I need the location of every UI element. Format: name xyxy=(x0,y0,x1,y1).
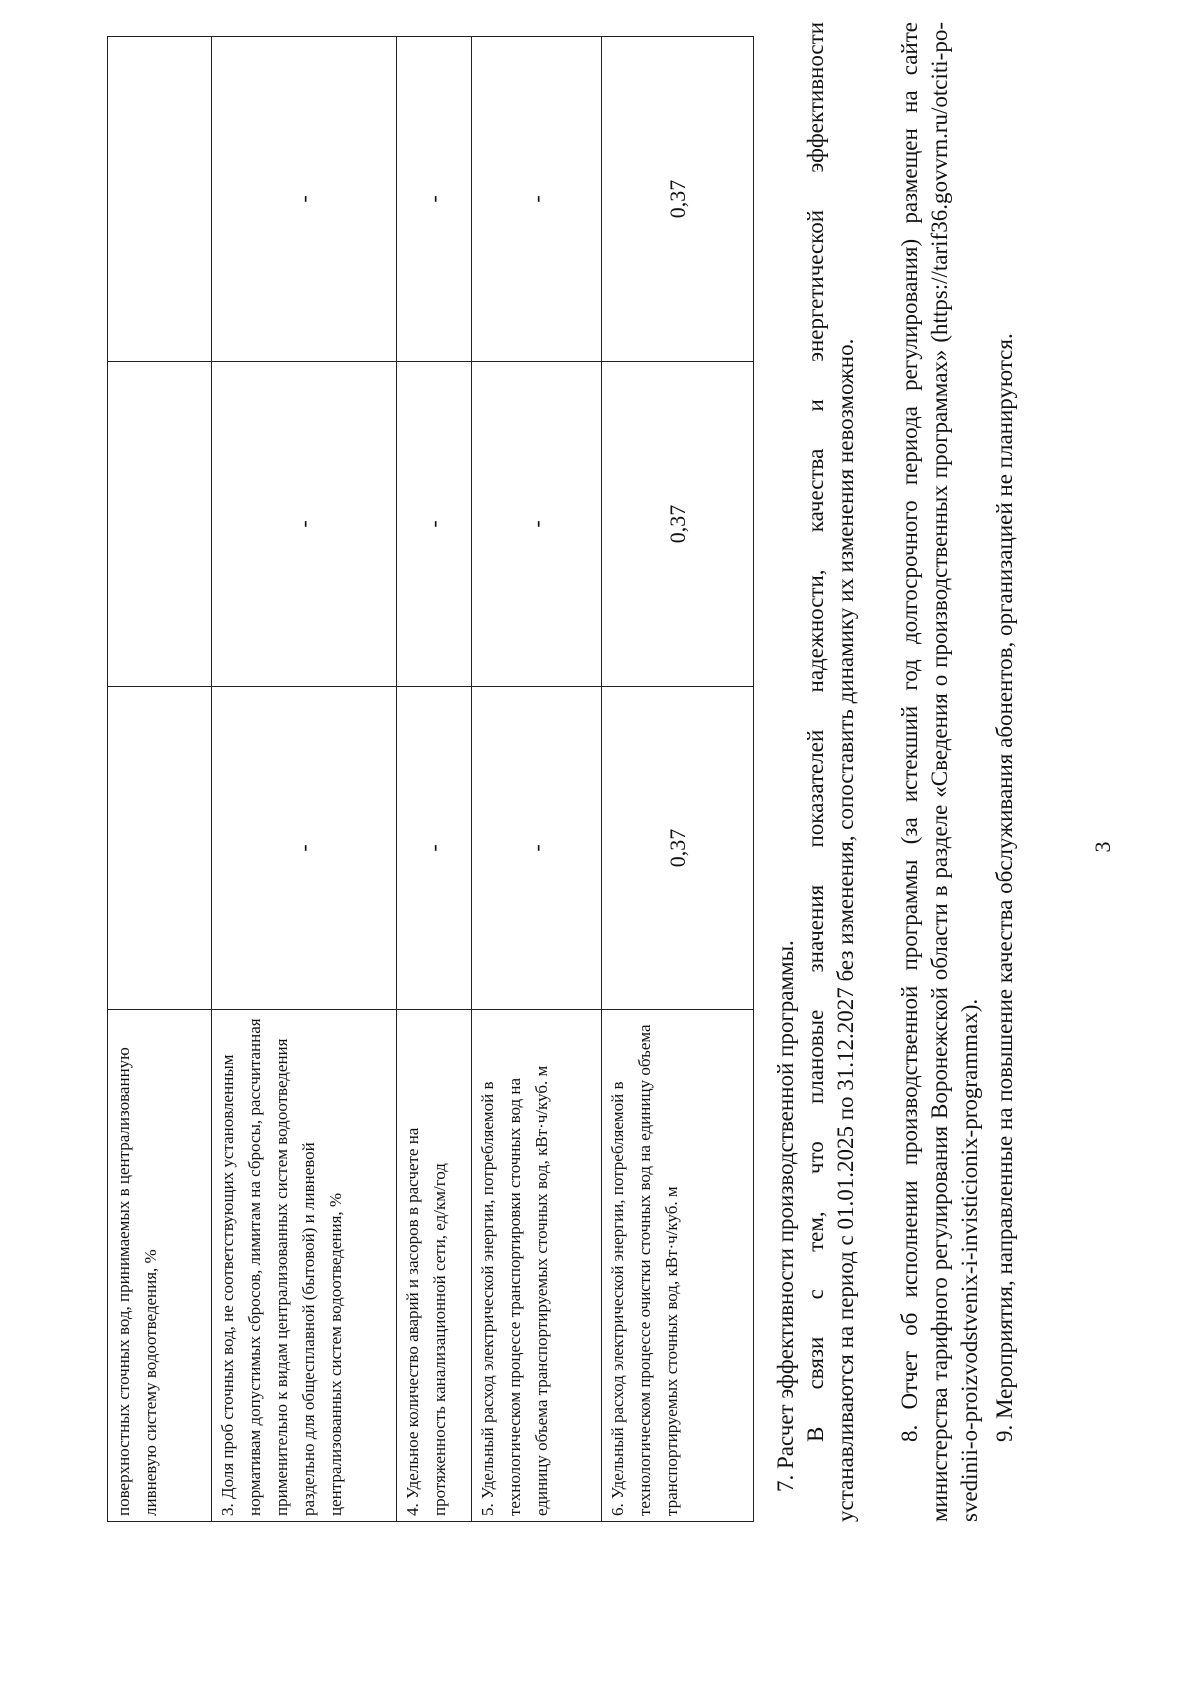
indicator-value-2027 xyxy=(108,37,212,362)
indicator-value-2027: 0,37 xyxy=(602,37,754,362)
indicator-value-2026 xyxy=(108,362,212,687)
indicator-value-2027: - xyxy=(212,37,397,362)
table-row xyxy=(108,37,212,1522)
indicator-value-2026: - xyxy=(397,362,472,687)
indicator-value-2025 xyxy=(108,687,212,1010)
indicator-value-2025: - xyxy=(397,687,472,1010)
section-7-title: 7. Расчет эффективности производственной программы. xyxy=(773,940,798,1492)
indicator-description: поверхностных сточных вод, принимаемых в централизованную ливневую систему водоотведения, % xyxy=(108,1010,212,1522)
table-row xyxy=(397,37,472,1522)
indicator-description: 3. Доля проб сточных вод, не соответствующих установленным нормативам допустимых сбросов, лимитам на сбросы, рассчитанная применительно к видам централизованных систем водоотведения раздельно для общесплавной (бытовой) и ливневой централизованных систем водоотведения, % xyxy=(212,1010,397,1522)
indicator-value-2025: - xyxy=(472,687,602,1010)
section-7-text-line-2: устанавливаются на период с 01.01.2025 по 31.12.2027 без изменения, сопоставить динамику их изменения невозможно. xyxy=(833,338,858,1522)
indicators-table xyxy=(107,36,754,1522)
indicator-value-2025: 0,37 xyxy=(602,687,754,1010)
indicator-description: 5. Удельный расход электрической энергии, потребляемой в технологическом процессе транспортировки сточных вод на единицу объема транспортируемых сточных вод, кВт·ч/куб. м xyxy=(472,1010,602,1522)
indicator-description: 4. Удельное количество аварий и засоров в расчете на протяженность канализационной сети, ед/км/год xyxy=(397,1010,472,1522)
indicator-value-2026: - xyxy=(212,362,397,687)
indicator-value-2027: - xyxy=(397,37,472,362)
indicator-value-2025: - xyxy=(212,687,397,1010)
table-row xyxy=(602,37,754,1522)
indicator-value-2026: - xyxy=(472,362,602,687)
indicator-value-2027: - xyxy=(472,37,602,362)
table-row xyxy=(472,37,602,1522)
section-8-text: 8. Отчет об исполнении производственной программы (за истекший год долгосрочного периода регулирования) размещен на сайте министерства тарифного регулирования Воронежской области в разделе «Сведения о производственных программах» (https://tarif36.govvrn.ru/otciti-po-svedinii-o-proizvodstvenix-i-invisticionix-programmax). xyxy=(897,22,982,1522)
indicator-description: 6. Удельный расход электрической энергии, потребляемой в технологическом процессе очистки сточных вод на единицу объема транспортируемых сточных вод, кВт·ч/куб. м xyxy=(602,1010,754,1522)
section-9-text: 9. Мероприятия, направленные на повышение качества обслуживания абонентов, организацией не планируются. xyxy=(992,333,1017,1442)
table-row xyxy=(212,37,397,1522)
indicator-value-2026: 0,37 xyxy=(602,362,754,687)
page-number: 3 xyxy=(1090,841,1115,853)
section-7-text-line-1: В связи с тем, что плановые значения показателей надежности, качества и энергетической эффективности xyxy=(803,22,828,1442)
